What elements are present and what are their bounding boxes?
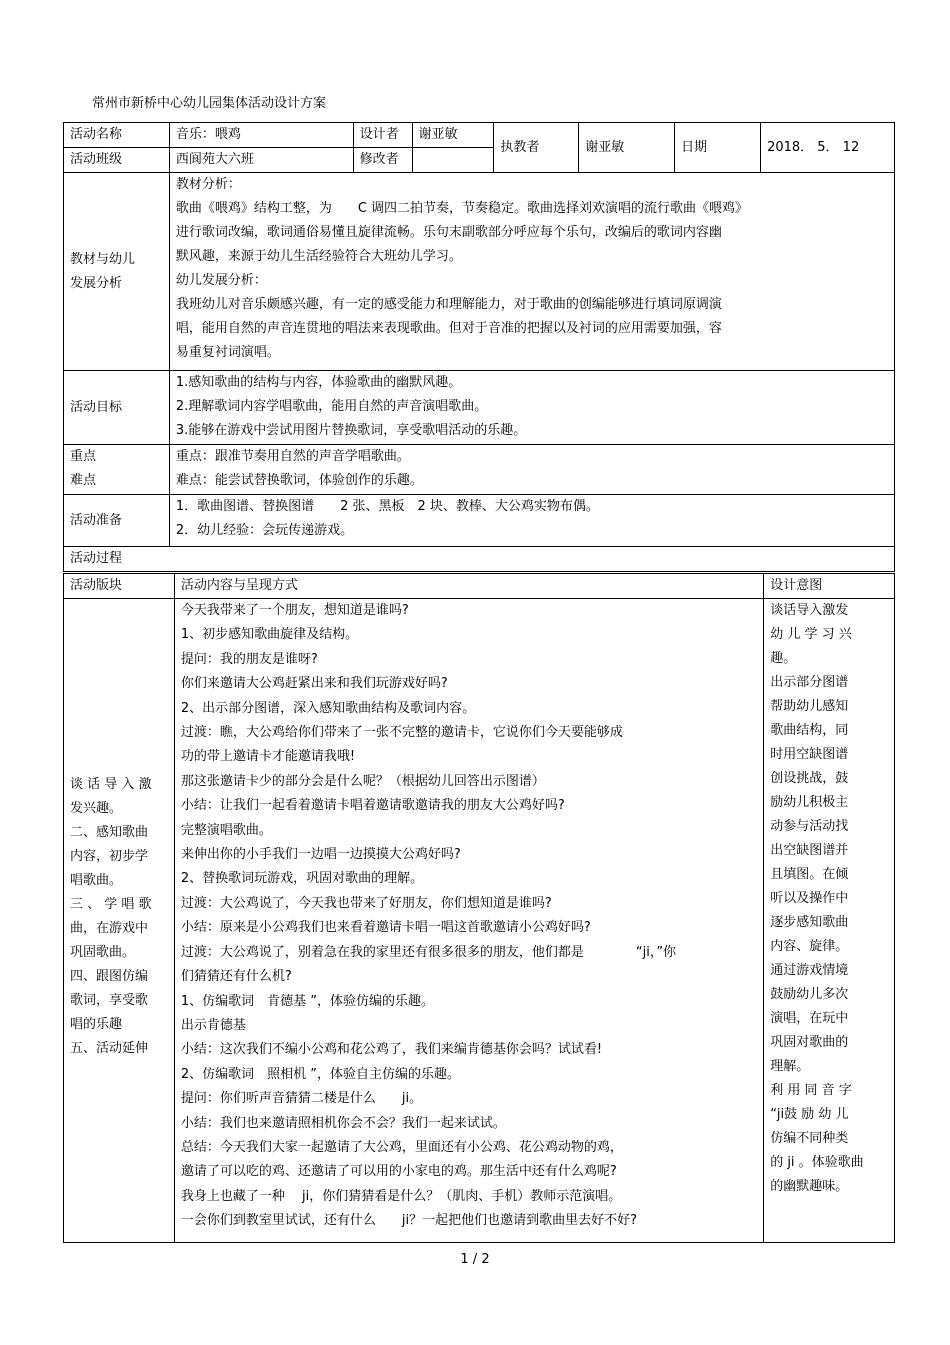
intent-line: 趣。 xyxy=(770,651,797,666)
intent-line: 且填图。在倾 xyxy=(770,867,849,882)
class-value: 西阆苑大六班 xyxy=(169,148,353,173)
content-line: 小结：这次我们不编小公鸡和花公鸡了，我们来编肯德基你会吗？试试看! xyxy=(180,1042,603,1058)
content-line: 一会你们到教室里试试，还有什么 ji？一起把他们也邀请到歌曲里去好不好? xyxy=(180,1213,637,1229)
module-line: 唱的乐趣 xyxy=(70,1017,123,1032)
reviser-value xyxy=(412,148,494,173)
intent-line: 帮助幼儿感知 xyxy=(770,699,849,714)
module-line: 巩固歌曲。 xyxy=(70,945,136,960)
module-line: 三 、 学 唱 歌 xyxy=(70,897,152,912)
analysis-line: 教材分析： xyxy=(175,177,241,192)
goals-label: 活动目标 xyxy=(64,371,170,445)
module-line: 发兴趣。 xyxy=(70,801,123,816)
content-line: 小结：原来是小公鸡我们也来看着邀请卡唱一唱这首歌邀请小公鸡好吗? xyxy=(180,920,591,936)
intent-line: 的幽默趣味。 xyxy=(770,1179,849,1194)
content-line: 小结：让我们一起看着邀请卡唱着邀请歌邀请我的朋友大公鸡好吗? xyxy=(180,798,565,814)
content-line: 2、出示部分图谱，深入感知歌曲结构及歌词内容。 xyxy=(180,700,476,716)
module-column xyxy=(64,599,175,1243)
intent-line: 时用空缺图谱 xyxy=(770,747,849,762)
module-line: 四、跟图仿编 xyxy=(70,969,149,984)
intent-line: 巩固对歌曲的 xyxy=(770,1035,849,1050)
module-line: 歌词，享受歌 xyxy=(70,993,149,1008)
module-line: 五、活动延伸 xyxy=(70,1041,149,1056)
module-line: 谈 话 导 入 激 xyxy=(70,777,152,792)
document-title: 常州市新桥中心幼儿园集体活动设计方案 xyxy=(92,96,327,111)
prep-line: 2．幼儿经验：会玩传递游戏。 xyxy=(175,523,354,538)
content-line: 小结：我们也来邀请照相机你会不会？我们一起来试试。 xyxy=(180,1115,506,1131)
intent-line: 出示部分图谱 xyxy=(770,675,849,690)
intent-line: 励幼儿积极主 xyxy=(770,795,849,810)
intent-line: 仿编不同种类 xyxy=(770,1131,849,1146)
intent-line: 动参与活动找 xyxy=(770,819,849,834)
intent-line: 利 用 同 音 字 xyxy=(770,1083,852,1098)
content-header: 活动内容与呈现方式 xyxy=(174,574,763,599)
content-line: 过渡：大公鸡说了，今天我也带来了好朋友，你们想知道是谁吗? xyxy=(180,895,552,911)
goal-line: 1.感知歌曲的结构与内容，体验歌曲的幽默风趣。 xyxy=(175,375,462,390)
activity-name-label: 活动名称 xyxy=(64,123,170,148)
intent-line: 出空缺图谱并 xyxy=(770,843,849,858)
content-line: 完整演唱歌曲。 xyxy=(180,822,272,838)
content-line: 过渡：大公鸡说了，别着急在我的家里还有很多很多的朋友，他们都是 “ji，”你 xyxy=(180,944,677,960)
intent-line: 理解。 xyxy=(770,1059,810,1074)
class-label: 活动班级 xyxy=(64,148,170,173)
intent-line: 演唱，在玩中 xyxy=(770,1011,849,1026)
intent-line: “ji鼓 励 幼 儿 xyxy=(770,1107,849,1122)
process-label: 活动过程 xyxy=(64,547,895,572)
content-line: 功的带上邀请卡才能邀请我哦! xyxy=(180,749,356,765)
content-line: 过渡：瞧，大公鸡给你们带来了一张不完整的邀请卡，它说你们今天要能够成 xyxy=(180,725,623,741)
focus-content xyxy=(169,445,894,495)
content-line: 总结：今天我们大家一起邀请了大公鸡，里面还有小公鸡、花公鸡动物的鸡， xyxy=(180,1139,623,1155)
analysis-label xyxy=(64,173,170,371)
intent-column xyxy=(764,599,895,1243)
intent-line: 歌曲结构，同 xyxy=(770,723,849,738)
executor-value: 谢亚敏 xyxy=(579,123,675,173)
focus-line: 难点：能尝试替换歌词，体验创作的乐趣。 xyxy=(175,473,423,488)
content-line: 2、仿编歌词 照相机 ”，体验自主仿编的乐趣。 xyxy=(180,1066,460,1082)
analysis-line: 歌曲《喂鸡》结构工整，为 C 调四二拍节奏，节奏稳定。歌曲选择刘欢演唱的流行歌曲《喂鸡》 xyxy=(175,201,749,216)
date-label: 日期 xyxy=(675,123,761,173)
goal-line: 2.理解歌词内容学唱歌曲，能用自然的声音演唱歌曲。 xyxy=(175,399,488,414)
analysis-label-line: 教材与幼儿 xyxy=(70,251,136,267)
content-line: 我身上也藏了一种 ji，你们猜猜看是什么？（肌肉、手机）教师示范演唱。 xyxy=(180,1188,622,1204)
content-line: 提问：你们听声音猜猜二楼是什么 ji。 xyxy=(180,1091,423,1107)
intent-line: 的 ji 。体验歌曲 xyxy=(770,1155,864,1170)
prep-line: 1．歌曲图谱、替换图谱 2 张、黑板 2 块、教棒、大公鸡实物布偶。 xyxy=(175,499,599,514)
activity-name-value: 音乐：喂鸡 xyxy=(169,123,353,148)
page-number: 1 / 2 xyxy=(460,1252,490,1267)
reviser-label: 修改者 xyxy=(353,148,412,173)
module-line: 曲，在游戏中 xyxy=(70,921,149,936)
module-line: 唱歌曲。 xyxy=(70,873,123,888)
analysis-label-line: 发展分析 xyxy=(70,275,123,291)
focus-label-line: 难点 xyxy=(70,473,97,488)
content-line: 出示肯德基 xyxy=(180,1017,246,1033)
analysis-line: 进行歌词改编，歌词通俗易懂且旋律流畅。乐句末副歌部分呼应每个乐句，改编后的歌词内容幽 xyxy=(175,225,722,240)
focus-label-line: 重点 xyxy=(70,449,97,464)
executor-label: 执教者 xyxy=(494,123,579,173)
designer-label: 设计者 xyxy=(353,123,412,148)
content-line: 那这张邀请卡少的部分会是什么呢？（根据幼儿回答出示图谱） xyxy=(180,773,545,789)
module-line: 二、感知歌曲 xyxy=(70,825,149,840)
content-column xyxy=(174,599,763,1243)
date-value: 2018． 5． 12 xyxy=(761,123,895,173)
analysis-line: 幼儿发展分析： xyxy=(175,273,267,288)
prep-content xyxy=(169,495,894,547)
prep-label: 活动准备 xyxy=(64,495,170,547)
analysis-line: 我班幼儿对音乐颇感兴趣，有一定的感受能力和理解能力，对于歌曲的创编能够进行填词原调演 xyxy=(175,297,722,312)
intent-line: 鼓励幼儿多次 xyxy=(770,987,849,1002)
goals-content xyxy=(169,371,894,445)
intent-header: 设计意图 xyxy=(764,574,895,599)
designer-value: 谢亚敏 xyxy=(412,123,494,148)
intent-line: 通过游戏情境 xyxy=(770,963,849,978)
module-line: 内容，初步学 xyxy=(70,849,149,864)
content-line: 今天我带来了一个朋友，想知道是谁吗? xyxy=(180,603,409,618)
goal-line: 3.能够在游戏中尝试用图片替换歌词，享受歌唱活动的乐趣。 xyxy=(175,423,527,438)
content-line: 1、仿编歌词 肯德基 ”，体验仿编的乐趣。 xyxy=(180,993,434,1009)
module-header: 活动版块 xyxy=(64,574,175,599)
content-line: 你们来邀请大公鸡赶紧出来和我们玩游戏好吗? xyxy=(180,676,448,692)
content-line: 邀请了可以吃的鸡、还邀请了可以用的小家电的鸡。那生活中还有什么鸡呢? xyxy=(180,1164,617,1180)
plan-info-table xyxy=(63,122,895,572)
content-line: 提问：我的朋友是谁呀? xyxy=(180,651,318,667)
intent-line: 内容、旋律。 xyxy=(770,939,849,954)
analysis-content xyxy=(169,173,894,371)
analysis-line: 易重复衬词演唱。 xyxy=(175,345,280,360)
content-line: 来伸出你的小手我们一边唱一边摸摸大公鸡好吗? xyxy=(180,847,461,863)
intent-line: 逐步感知歌曲 xyxy=(770,915,849,930)
intent-line: 幼 儿 学 习 兴 xyxy=(770,627,852,642)
analysis-line: 唱，能用自然的声音连贯地的唱法来表现歌曲。但对于音准的把握以及衬词的应用需要加强，容 xyxy=(175,321,722,336)
content-line: 1、初步感知歌曲旋律及结构。 xyxy=(180,627,359,643)
intent-line: 谈话导入激发 xyxy=(770,603,849,618)
focus-label xyxy=(64,445,170,495)
content-line: 2、替换歌词玩游戏，巩固对歌曲的理解。 xyxy=(180,871,424,887)
focus-line: 重点：跟准节奏用自然的声音学唱歌曲。 xyxy=(175,449,410,464)
intent-line: 创设挑战，鼓 xyxy=(770,771,849,786)
intent-line: 听以及操作中 xyxy=(770,891,849,906)
analysis-line: 默风趣，来源于幼儿生活经验符合大班幼儿学习。 xyxy=(175,249,462,264)
process-table xyxy=(63,573,895,1243)
content-line: 们猜猜还有什么机? xyxy=(180,969,292,985)
